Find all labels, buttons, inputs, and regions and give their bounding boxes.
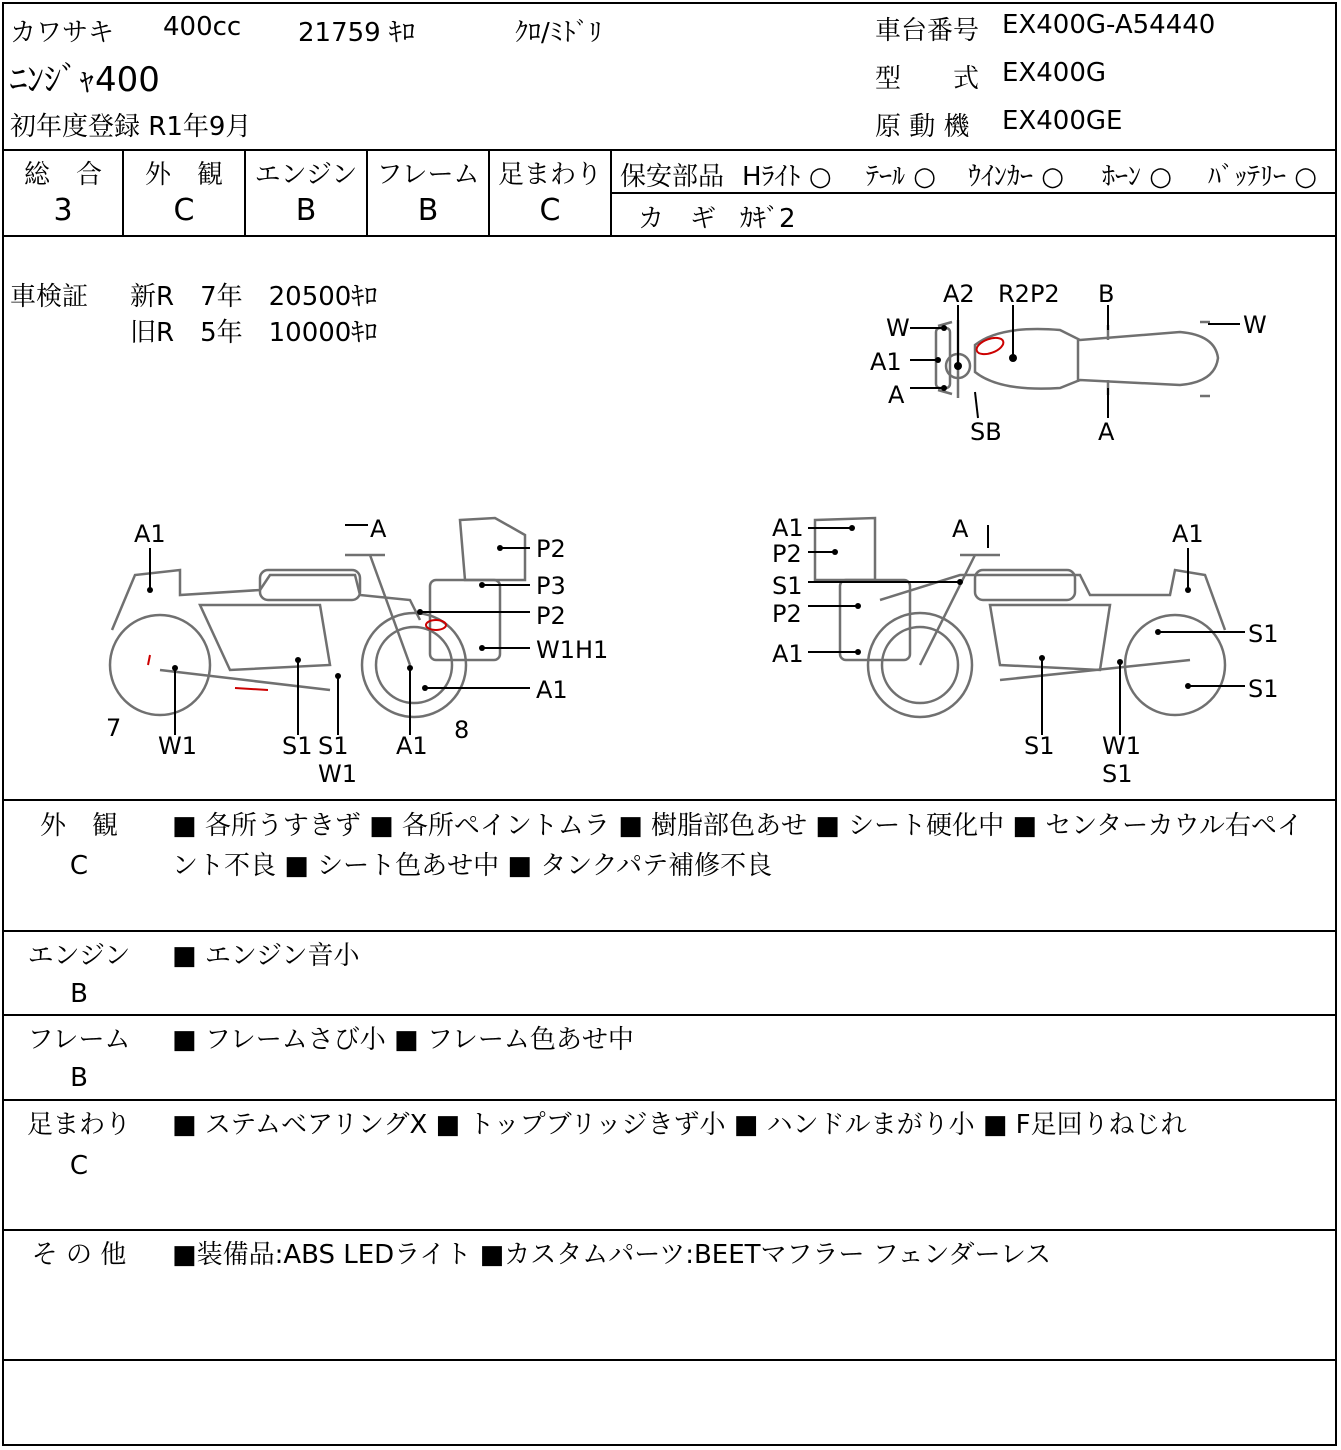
diagram-label: R2P2 — [998, 280, 1060, 308]
model-name: ﾆﾝｼﾞｬ400 — [10, 60, 160, 100]
color: ｸﾛ/ﾐﾄﾞﾘ — [515, 18, 602, 48]
diagram-label: S1 — [282, 732, 313, 760]
diagram-label: W — [1243, 311, 1267, 339]
section-label: そ の 他 — [31, 1240, 127, 1270]
section-text: ■ ステムベアリングX ■ トップブリッジきず小 ■ ハンドルまがり小 ■ F足回りねじれ — [172, 1110, 1187, 1140]
diagram-label: 8 — [454, 716, 470, 744]
grade-label: エンジン — [254, 160, 358, 190]
section-grade: B — [70, 979, 88, 1009]
frame-no: EX400G-A54440 — [1002, 10, 1216, 40]
mileage: 21759 ｷﾛ — [298, 18, 415, 48]
grade-label: 外 観 — [144, 160, 223, 190]
diagram-label: A — [370, 515, 387, 543]
section-text: ■ エンジン音小 — [172, 941, 360, 971]
section-text: ■ フレームさび小 ■ フレーム色あせ中 — [172, 1025, 634, 1055]
diagram-label: S1 — [772, 572, 803, 600]
diagram-label: S1 — [1248, 675, 1279, 703]
part-mark: ○ — [808, 162, 832, 192]
section-text: ■装備品:ABS LEDライト ■カスタムパーツ:BEETマフラー フェンダーレス — [172, 1240, 1052, 1270]
diagram-label: P2 — [772, 540, 802, 568]
diagram-label: W1 — [158, 732, 197, 760]
grade-label: フレーム — [376, 160, 480, 190]
grade-value: B — [295, 193, 317, 228]
leader-dots — [147, 325, 1191, 691]
divider — [2, 1359, 1337, 1361]
divider — [2, 1014, 1337, 1016]
diagram-label: SB — [970, 418, 1002, 446]
part-label: ﾊﾞｯﾃﾘｰ — [1208, 162, 1287, 192]
section-grade: B — [70, 1063, 88, 1093]
diagram-label: S1 — [1024, 732, 1055, 760]
part-horn — [1102, 156, 1172, 193]
part-battery — [1208, 156, 1317, 193]
divider — [2, 149, 1337, 151]
diagram-label: W1 — [318, 760, 357, 788]
grade-value: 3 — [53, 193, 73, 228]
first-registration: 初年度登録 R1年9月 — [10, 112, 252, 142]
diagram-label: P3 — [536, 572, 566, 600]
top-view-bike — [936, 320, 1218, 398]
section-label: エンジン — [27, 941, 131, 971]
part-mark: ○ — [913, 162, 936, 192]
divider — [2, 930, 1337, 932]
section-text: ■ 各所うすきず ■ 各所ペイントムラ ■ 樹脂部色あせ ■ シート硬化中 ■ センターカウル右ペイント不良 ■ シート色あせ中 ■ タンクパテ補修不良 — [172, 811, 1303, 881]
diagram-label: W1H1 — [536, 636, 609, 664]
diagram-label: A1 — [772, 640, 804, 668]
section-label: 外 観 — [39, 811, 118, 841]
section-grade: C — [69, 1151, 89, 1181]
diagram-label: A1 — [396, 732, 428, 760]
key-label: カ ギ — [638, 204, 717, 234]
maker: カワサキ — [10, 18, 115, 48]
divider — [2, 799, 1337, 801]
section-label: フレーム — [27, 1025, 131, 1055]
part-label: ﾎｰﾝ — [1102, 162, 1142, 192]
diagram-label: S1 — [318, 732, 349, 760]
diagram-label: A — [888, 381, 905, 409]
diagram-label: 7 — [106, 714, 122, 742]
damage-diagram — [0, 240, 1341, 800]
section-grade: C — [69, 851, 89, 881]
grade-value: C — [539, 193, 561, 228]
type-label: 型 式 — [875, 64, 980, 94]
displacement: 400cc — [163, 12, 242, 42]
part-headlight — [742, 156, 832, 193]
diagram-label: P2 — [536, 602, 566, 630]
part-mark: ○ — [1041, 162, 1064, 192]
section-label: 足まわり — [26, 1110, 131, 1140]
grade-label: 足まわり — [497, 160, 602, 190]
parts-label: 保安部品 — [620, 162, 725, 192]
inspection-new: 新R 7年 20500ｷﾛ — [130, 282, 378, 312]
divider — [2, 1229, 1337, 1231]
diagram-label: A1 — [772, 514, 804, 542]
engine-label: 原 動 機 — [875, 112, 970, 142]
divider — [2, 235, 1337, 237]
part-mark: ○ — [1294, 162, 1317, 192]
diagram-label: A — [1098, 418, 1115, 446]
part-label: ﾃｰﾙ — [866, 162, 906, 192]
diagram-label: W1 — [1102, 732, 1141, 760]
part-winker — [968, 156, 1064, 193]
right-side-bike — [815, 518, 1225, 717]
inspection-old: 旧R 5年 10000ｷﾛ — [130, 318, 378, 348]
diagram-label: S1 — [1102, 760, 1133, 788]
diagram-label: P2 — [772, 600, 802, 628]
type-value: EX400G — [1002, 58, 1107, 88]
diagram-label: P2 — [536, 535, 566, 563]
diagram-label: A — [952, 515, 969, 543]
grade-value: C — [173, 193, 195, 228]
grade-value: B — [417, 193, 439, 228]
divider — [2, 1099, 1337, 1101]
diagram-label: A2 — [943, 280, 975, 308]
part-label: Hﾗｲﾄ — [742, 162, 801, 192]
diagram-label: B — [1098, 280, 1115, 308]
part-mark: ○ — [1149, 162, 1172, 192]
part-label: ｳｲﾝｶｰ — [968, 162, 1034, 192]
diagram-label: A1 — [870, 348, 902, 376]
damage-mark — [974, 335, 1005, 358]
inspection-label: 車検証 — [10, 282, 89, 312]
diagram-label: A1 — [536, 676, 568, 704]
grade-label: 総 合 — [23, 160, 102, 190]
diagram-label: A1 — [1172, 520, 1204, 548]
diagram-label: W — [886, 314, 910, 342]
key-value: ｶｷﾞ2 — [740, 204, 796, 234]
diagram-label: S1 — [1248, 620, 1279, 648]
damage-mark — [148, 655, 268, 690]
diagram-label: A1 — [134, 520, 166, 548]
frame-no-label: 車台番号 — [875, 16, 980, 46]
engine-value: EX400GE — [1002, 106, 1123, 136]
part-tail — [866, 156, 936, 193]
